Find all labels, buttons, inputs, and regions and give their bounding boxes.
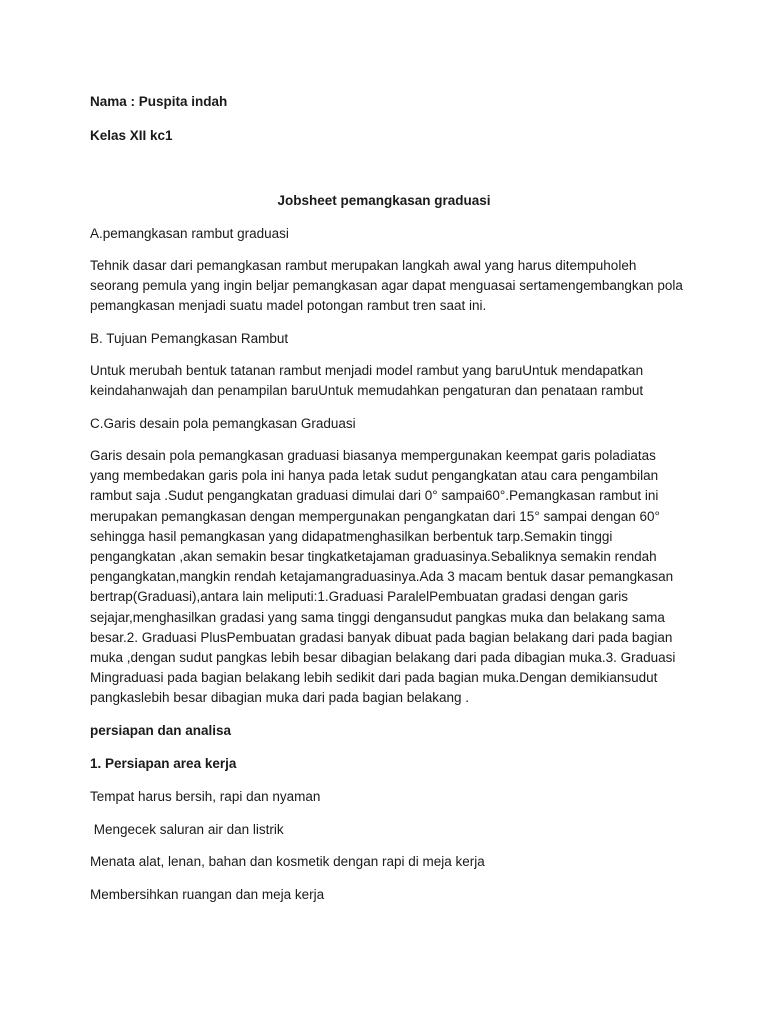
section-a-body: Tehnik dasar dari pemangkasan rambut merupakan langkah awal yang harus ditempuholeh seorang pemula yang ingin beljar pemangkasan agar dapat menguasai sertamengembangkan pola pemangkasan menjadi suatu madel potongan rambut tren saat ini. [90,258,683,314]
student-class: Kelas XII kc1 [90,128,173,143]
persiapan-item: Membersihkan ruangan dan meja kerja [90,887,325,902]
persiapan-item: Mengecek saluran air dan listrik [90,822,284,837]
persiapan-item: Tempat harus bersih, rapi dan nyaman [90,789,321,804]
document-title: Jobsheet pemangkasan graduasi [277,193,491,208]
persiapan-subheading: 1. Persiapan area kerja [90,756,237,771]
section-b-heading: B. Tujuan Pemangkasan Rambut [90,331,289,346]
section-c-heading: C.Garis desain pola pemangkasan Graduasi [90,416,356,431]
section-b-body: Untuk merubah bentuk tatanan rambut menjadi model rambut yang baruUntuk mendapatkan keindahanwajah dan penampilan baruUntuk memudahkan pengaturan dan penataan rambut [90,363,644,399]
section-c-body: Garis desain pola pemangkasan graduasi biasanya mempergunakan keempat garis poladiatas yang membedakan garis pola ini hanya pada letak sudut pengangkatan atau cara pengambilan rambut saja .Sudut pengangkatan graduasi dimulai dari 0° sampai60°.Pemangkasan rambut ini merupakan pemangkasan dengan mempergunakan pengangkatan dari 15° sampai dengan 60° sehingga hasil pemangkasan yang didapatmenghasilkan berbentuk tarp.Semakin tinggi pengangkatan ,akan semakin besar tingkatketajaman graduasinya.Sebaliknya semakin rendah pengangkatan,mangkin rendah ketajamangraduasinya.Ada 3 macam bentuk dasar pemangkasan bertrap(Graduasi),antara lain meliputi:1.Graduasi ParalelPembuatan gradasi dengan garis sejajar,menghasilkan gradasi yang sama tinggi dengansudut pangkas muka dan belakang sama besar.2. Graduasi PlusPembuatan gradasi banyak dibuat pada bagian belakang dari pada bagian muka ,dengan sudut pangkas lebih besar dibagian belakang dari pada dibagian muka.3. Graduasi Mingraduasi pada bagian belakang lebih sedikit dari pada bagian muka.Dengan demikiansudut pangkaslebih besar dibagian muka dari pada bagian belakang . [90,448,676,706]
persiapan-heading: persiapan dan analisa [90,723,232,738]
student-name: Nama : Puspita indah [90,94,228,109]
persiapan-item: Menata alat, lenan, bahan dan kosmetik dengan rapi di meja kerja [90,854,485,869]
section-a-heading: A.pemangkasan rambut graduasi [90,226,289,241]
